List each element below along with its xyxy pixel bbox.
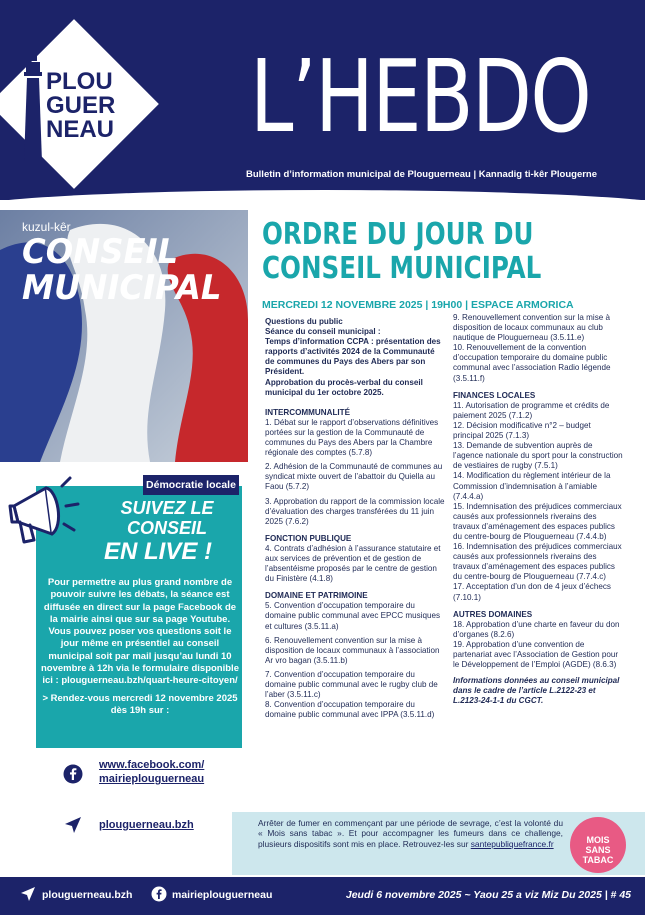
agenda-item: 1. Débat sur le rapport d’observations définitives portées sur la gestion de la Communauté de communes du Pays des Abers par la Chambre régionale des comptes (5.7.8) xyxy=(265,417,439,458)
live-heading-big: EN LIVE ! xyxy=(103,538,212,565)
lighthouse-icon xyxy=(22,56,44,164)
section-heading: AUTRES DOMAINES xyxy=(453,609,533,619)
footer-website-link[interactable]: plouguerneau.bzh xyxy=(42,889,133,901)
website-link-row[interactable] xyxy=(36,818,194,835)
facebook-link[interactable]: www.facebook.com/ xyxy=(99,759,205,771)
agenda-item: 12. Décision modificative n°2 – budget principal 2025 (7.1.3) xyxy=(453,420,591,441)
live-body xyxy=(40,577,240,722)
agenda-intro xyxy=(265,337,445,377)
live-heading-line: SUIVEZ LE xyxy=(120,498,214,518)
agenda-title-line: CONSEIL MUNICIPAL xyxy=(262,251,542,286)
facebook-icon xyxy=(151,886,167,902)
agenda-intro xyxy=(265,378,445,398)
agenda-intro-line: Approbation du procès-verbal du conseil municipal du 1er octobre 2025. xyxy=(265,377,423,397)
section-heading: DOMAINE ET PATRIMOINE xyxy=(265,591,368,601)
facebook-icon xyxy=(63,764,83,784)
agenda-item: 6. Renouvellement convention sur la mise à disposition de locaux communaux à l’association Ar vro bagan (3.5.11.b) xyxy=(265,635,440,665)
agenda-item: 7. Convention d’occupation temporaire du domaine public communal avec le rugby club de l’aber (3.5.11.c) xyxy=(265,669,438,700)
tabac-text xyxy=(258,818,563,849)
section-heading: FONCTION PUBLIQUE xyxy=(265,533,352,543)
section-heading: INTERCOMMUNALITÉ xyxy=(265,407,350,417)
agenda-intro xyxy=(265,317,445,327)
agenda-item: 9. Renouvellement convention sur la mise à disposition de locaux communaux au club nautique de Plouguerneau (3.5.11.e) xyxy=(453,313,611,343)
agenda-column-left xyxy=(265,317,445,724)
facebook-link-row[interactable] xyxy=(36,758,204,786)
masthead-curve xyxy=(0,190,645,200)
photo-title-line: CONSEIL xyxy=(22,232,179,272)
live-heading-line: CONSEIL xyxy=(126,518,207,538)
photo-title xyxy=(22,234,221,306)
megaphone-icon xyxy=(2,470,86,548)
agenda-item: 5. Convention d’occupation temporaire du domaine public communal avec EPCC musiques et cultures (3.5.11.a) xyxy=(265,601,440,631)
agenda-item: 14. Modification du règlement intérieur de la Commission d’indemnisation à l’amiable (7.4.4.a) xyxy=(453,471,611,501)
tabac-link[interactable]: santepubliquefrance.fr xyxy=(470,838,554,849)
location-arrow-icon xyxy=(20,886,36,902)
agenda-item: 15. Indemnisation des préjudices commerciaux causés aux professionnels riverains des travaux d’aménagement des espaces publics du centre-bourg de Plouguerneau (7.4.4.b) xyxy=(453,501,622,541)
agenda-item: 3. Approbation du rapport de la commission locale d’évaluation des charges transférées du 11 juin 2025 (7.6.2) xyxy=(265,496,445,526)
agenda-item: 8. Convention d’occupation temporaire du domaine public communal avec IPPA (3.5.11.d) xyxy=(265,700,435,720)
agenda-item: 18. Approbation d’une charte en faveur du don d’organes (8.2.6) xyxy=(453,619,620,639)
agenda-title-line: ORDRE DU JOUR DU xyxy=(262,217,534,252)
agenda-item: 17. Acceptation d’un don de 4 jeux d’échecs (7.10.1) xyxy=(453,582,611,602)
live-rdv-text: > Rendez-vous mercredi 12 novembre 2025 dès 19h sur : xyxy=(42,692,238,716)
logo-line: GUER xyxy=(46,92,116,119)
website-link[interactable]: plouguerneau.bzh xyxy=(99,819,194,831)
footer-facebook-link[interactable]: mairieplouguerneau xyxy=(172,889,273,901)
agenda-intro-line: Séance du conseil municipal : xyxy=(265,327,381,337)
photo-kicker: kuzul-kêr xyxy=(22,220,71,234)
agenda-item: 10. Renouvellement de la convention d’occupation temporaire du domaine public communal avec l’association Radio légende (3.5.11.f) xyxy=(453,343,611,383)
facebook-link[interactable]: mairieplouguerneau xyxy=(99,773,205,785)
section-tag: Démocratie locale xyxy=(143,475,239,495)
badge-line: SANS xyxy=(585,845,611,855)
logo-line: NEAU xyxy=(46,116,115,143)
legal-note: Informations données au conseil municipal dans le cadre de l’article L.2122-23 et L.2123-24-1-1 du CGCT. xyxy=(453,676,620,706)
publication-title: L’HEBDO xyxy=(250,38,591,155)
agenda-item: 16. Indemnisation des préjudices commerciaux causés aux professionnels riverains des travaux d’aménagement des espaces publics du centre-bourg de Plouguerneau (7.7.4.c) xyxy=(453,542,622,582)
publication-subtitle: Bulletin d’information municipal de Plouguerneau | Kannadig ti-kêr Plougerne xyxy=(246,169,598,180)
agenda-column-right xyxy=(453,313,623,706)
tabac-body: Arrêter de fumer en commençant par une période de sevrage, c’est la volonté du « Mois sans tabac ». Et pour accompagner les fumeurs dans ce challenge, plusieurs dispositifs sont mis en place. Retrouvez-les sur xyxy=(258,818,563,849)
agenda-item: 2. Adhésion de la Communauté de communes au syndicat mixte ouvert de l’abattoir du Quiella au Faou (5.7.2) xyxy=(265,462,443,492)
conseil-photo xyxy=(0,210,248,462)
plouguerneau-logo[interactable] xyxy=(8,40,143,170)
logo-wordmark xyxy=(46,70,115,142)
badge-line: TABAC xyxy=(582,855,614,865)
mois-sans-tabac-badge xyxy=(570,817,626,873)
agenda-intro xyxy=(265,327,445,337)
agenda-item: 13. Demande de subvention auprès de l’agence nationale du sport pour la construction de vestiaires de rugby (7.5.1) xyxy=(453,441,623,471)
badge-line: MOIS xyxy=(586,835,610,845)
meeting-date: MERCREDI 12 NOVEMBRE 2025 | 19H00 | ESPACE ARMORICA xyxy=(262,299,574,311)
agenda-item: 4. Contrats d’adhésion à l’assurance statutaire et aux services de prévention et de gestion de l’absentéisme proposés par le centre de gestion du Finistère (4.1.8) xyxy=(265,543,441,584)
agenda-item: 19. Approbation d’une convention de partenariat avec l’Association de Gestion pour le Développement de l’Emploi (AGDE) (8.6.3) xyxy=(453,639,619,670)
agenda-item: 11. Autorisation de programme et crédits de paiement 2025 (7.1.2) xyxy=(453,400,610,420)
logo-line: PLOU xyxy=(46,68,113,95)
agenda-title xyxy=(262,218,541,286)
location-arrow-icon xyxy=(63,815,83,835)
issue-date: Jeudi 6 novembre 2025 ~ Yaou 25 a viz Miz Du 2025 | # 45 xyxy=(345,889,631,901)
agenda-intro-line: Temps d’information CCPA : présentation des rapports d’activités 2024 de la Communauté de communes du Pays des Abers par son Président. xyxy=(265,337,441,377)
live-links xyxy=(36,748,242,881)
section-heading: FINANCES LOCALES xyxy=(453,390,536,400)
agenda-intro-line: Questions du public xyxy=(265,317,343,326)
live-body-text: Pour permettre au plus grand nombre de pouvoir suivre les débats, la séance est diffusée en direct sur la page Facebook de la mairie ainsi que sur sa page Youtube. Vous pouvez poser vos questions soit le jour même en présentiel au conseil municipal soit par mail jusqu’au lundi 10 novembre à 12h via le formulaire disponible ici : plouguerneau.bzh/quart-heure-citoyen/ xyxy=(41,577,239,687)
live-heading xyxy=(92,498,242,538)
photo-title-line: MUNICIPAL xyxy=(22,268,222,308)
